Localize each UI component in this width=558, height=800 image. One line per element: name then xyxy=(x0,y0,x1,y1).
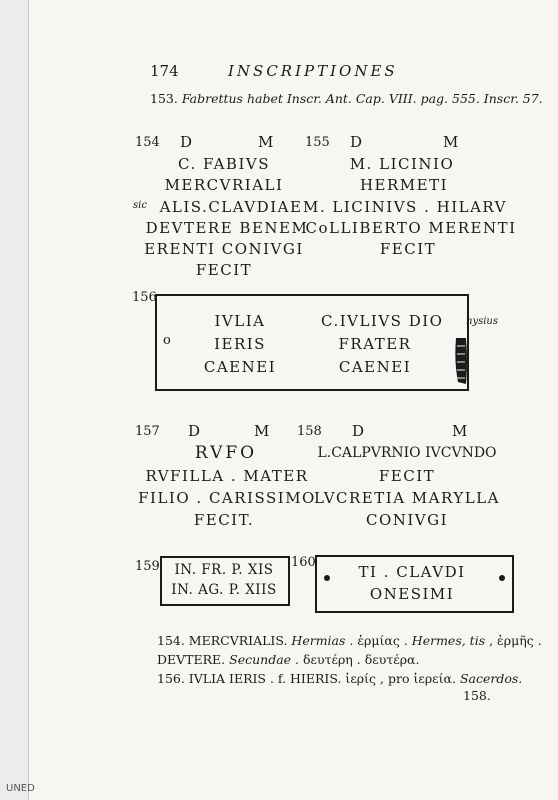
inscription-160-right-dot xyxy=(499,575,505,581)
inscription-155-line-5: FECIT xyxy=(379,240,437,258)
footnote-154 xyxy=(157,633,542,648)
footnote-154-gloss: Hermias xyxy=(291,633,346,648)
inscription-160-number: 160 xyxy=(291,555,316,570)
inscription-158-line-1: L.CALPVRNIO IVCVNDO xyxy=(317,445,497,461)
inscription-155-d: D xyxy=(350,133,364,151)
footnote-154-gloss-2: Hermes, tis xyxy=(411,633,486,648)
inscription-155-number: 155 xyxy=(305,135,330,150)
inscription-157-d: D xyxy=(188,422,202,440)
inscription-156-marginal-note: nysius xyxy=(466,316,498,327)
footnote-156-lemma: 156. IVLIA IERIS . f. HIERIS. xyxy=(157,671,346,686)
inscription-157-line-3: FILIO . CARISSIMO xyxy=(138,489,316,507)
note-153-italic: Fabrettus habet Inscr. Ant. Cap. VIII. pag. 555. Inscr. 57. xyxy=(181,91,543,106)
inscription-154-line-4: DEVTERE BENEM xyxy=(145,219,309,237)
inscription-160-line-1: TI . CLAVDI xyxy=(358,563,466,581)
inscription-159-number: 159 xyxy=(135,559,160,574)
inscription-158-number: 158 xyxy=(297,424,322,439)
inscription-155-line-4: CoLLIBERTO MERENTI xyxy=(305,219,517,237)
inscription-158-m: M xyxy=(452,422,469,440)
inscription-155-line-3: M. LICINIVS . HILARV xyxy=(302,198,508,216)
inscription-154-line-2: MERCVRIALI xyxy=(164,176,284,194)
inscription-154-line-1: C. FABIVS xyxy=(178,155,270,173)
footnote-156 xyxy=(157,671,522,686)
inscription-158-line-3: LVCRETIA MARYLLA xyxy=(314,489,500,507)
inscription-156-frame xyxy=(155,294,469,391)
inscription-157-line-2: RVFILLA . MATER xyxy=(145,467,309,485)
inscription-154-d: D xyxy=(180,133,194,151)
inscription-156-right-line-2: FRATER xyxy=(338,335,412,353)
inscription-155-line-1: M. LICINIO xyxy=(349,155,455,173)
inscription-156-left-line-2: IERIS xyxy=(214,335,266,353)
inscription-157-line-4: FECIT. xyxy=(193,511,255,529)
inscription-156-left-line-1: IVLIA xyxy=(214,312,266,330)
footnote-154-lemma: 154. MERCVRIALIS. xyxy=(157,633,292,648)
inscription-159-line-1: IN. FR. P. XIS xyxy=(174,562,274,578)
footnote-154b-gloss: Secundae xyxy=(229,652,292,667)
inscription-157-number: 157 xyxy=(135,424,160,439)
inscription-155-m: M xyxy=(443,133,460,151)
inscription-154-line-6: FECIT xyxy=(195,261,253,279)
inscription-155-line-2: HERMETI xyxy=(359,176,449,194)
footnote-154-greek-2: , ἑρμῆς . xyxy=(485,633,542,648)
inscription-156-right-line-3: CAENEI xyxy=(338,358,412,376)
note-153-prefix: 153. xyxy=(150,91,182,106)
library-watermark: UNED xyxy=(6,783,35,794)
inscription-154-number: 154 xyxy=(135,135,160,150)
footnote-154-greek: . ἑρμίας . xyxy=(345,633,412,648)
footnote-156-gloss: Sacerdos. xyxy=(459,671,523,686)
inscription-154-line-5: ERENTI CONIVGI xyxy=(144,240,304,258)
catchword: 158. xyxy=(463,688,491,703)
page-number: 174 xyxy=(150,62,179,80)
inscription-156-small-mark: o xyxy=(163,333,171,348)
binding-gutter xyxy=(0,0,28,800)
note-153 xyxy=(150,91,543,106)
inscription-156-right-line-1: C.IVLIVS DIO xyxy=(321,312,444,330)
inscription-159-line-2: IN. AG. P. XIIS xyxy=(171,582,277,598)
page-edge xyxy=(28,0,29,800)
inscription-156-number: 156 xyxy=(132,290,157,305)
running-title: INSCRIPTIONES xyxy=(228,62,398,80)
inscription-154-line-3: ALIS.CLAVDIAE xyxy=(159,198,303,216)
inscription-158-line-4: CONIVGI xyxy=(365,511,449,529)
inscription-157-line-1: RVFO xyxy=(194,443,258,463)
footnote-154b-lemma: DEVTERE. xyxy=(157,652,230,667)
footnote-154-continued xyxy=(157,652,419,667)
inscription-154-m: M xyxy=(258,133,275,151)
inscription-160-left-dot xyxy=(324,575,330,581)
inscription-157-m: M xyxy=(254,422,271,440)
inscription-160-line-2: ONESIMI xyxy=(369,585,455,603)
inscription-158-line-2: FECIT xyxy=(378,467,436,485)
damaged-stone-mark xyxy=(452,312,472,388)
inscription-156-left-line-3: CAENEI xyxy=(203,358,277,376)
footnote-154b-greek: . δευτέρη . δευτέρα. xyxy=(291,652,420,667)
footnote-156-greek: ἱερίς , pro ἱερεία. xyxy=(345,671,460,686)
inscription-158-d: D xyxy=(352,422,366,440)
sic-marginal-note: sic xyxy=(133,200,147,211)
